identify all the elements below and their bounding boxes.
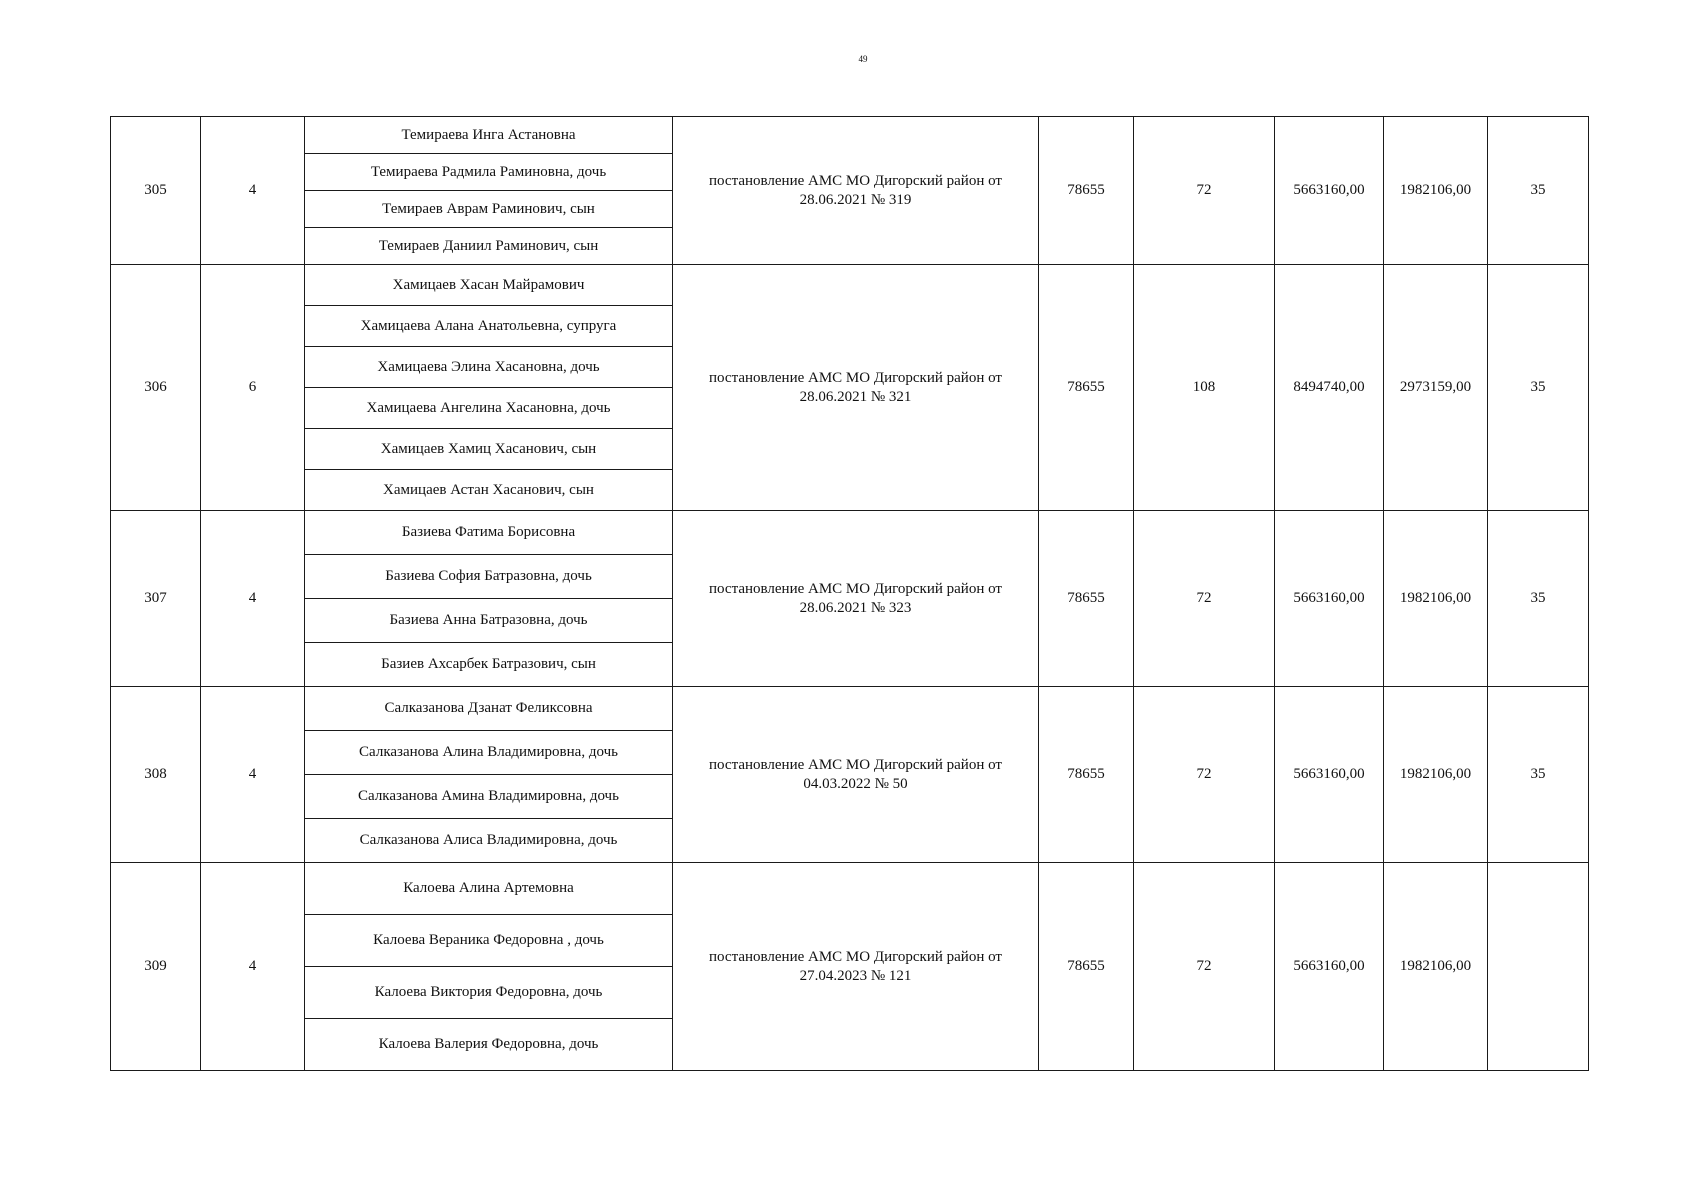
row-number: 305 (111, 117, 201, 265)
family-member: Темираев Аврам Раминович, сын (305, 191, 673, 228)
family-member: Хамицаева Ангелина Хасановна, дочь (305, 388, 673, 429)
decree: постановление АМС МО Дигорский район от 04.03.2022 № 50 (673, 687, 1039, 863)
norm-cost: 78655 (1039, 687, 1134, 863)
registry-body (111, 117, 1589, 1071)
table-row (111, 117, 1589, 154)
family-member: Калоева Алина Артемовна (305, 863, 673, 915)
subsidy: 2973159,00 (1384, 265, 1488, 511)
decree: постановление АМС МО Дигорский район от 28.06.2021 № 321 (673, 265, 1039, 511)
total-cost: 5663160,00 (1275, 511, 1384, 687)
family-member: Калоева Валерия Федоровна, дочь (305, 1019, 673, 1071)
family-member: Темираева Инга Астановна (305, 117, 673, 154)
family-member: Базиева Анна Батразовна, дочь (305, 599, 673, 643)
percent: 35 (1488, 511, 1589, 687)
family-member: Хамицаев Хамиц Хасанович, сын (305, 429, 673, 470)
family-size: 4 (201, 687, 305, 863)
percent: 35 (1488, 265, 1589, 511)
norm-cost: 78655 (1039, 863, 1134, 1071)
percent (1488, 863, 1589, 1071)
subsidy: 1982106,00 (1384, 511, 1488, 687)
registry-table (110, 116, 1589, 1071)
decree: постановление АМС МО Дигорский район от 27.04.2023 № 121 (673, 863, 1039, 1071)
table-row (111, 863, 1589, 915)
family-size: 4 (201, 117, 305, 265)
family-member: Салказанова Алина Владимировна, дочь (305, 731, 673, 775)
total-cost: 5663160,00 (1275, 117, 1384, 265)
row-number: 308 (111, 687, 201, 863)
family-size: 4 (201, 511, 305, 687)
family-member: Темираева Радмила Раминовна, дочь (305, 154, 673, 191)
row-number: 306 (111, 265, 201, 511)
total-cost: 5663160,00 (1275, 687, 1384, 863)
row-number: 309 (111, 863, 201, 1071)
family-member: Хамицаев Астан Хасанович, сын (305, 470, 673, 511)
family-member: Калоева Вераника Федоровна , дочь (305, 915, 673, 967)
family-size: 4 (201, 863, 305, 1071)
table-row (111, 265, 1589, 306)
decree: постановление АМС МО Дигорский район от 28.06.2021 № 323 (673, 511, 1039, 687)
area: 72 (1134, 117, 1275, 265)
norm-cost: 78655 (1039, 265, 1134, 511)
decree: постановление АМС МО Дигорский район от 28.06.2021 № 319 (673, 117, 1039, 265)
area: 72 (1134, 511, 1275, 687)
area: 108 (1134, 265, 1275, 511)
table-row (111, 687, 1589, 731)
subsidy: 1982106,00 (1384, 117, 1488, 265)
percent: 35 (1488, 687, 1589, 863)
subsidy: 1982106,00 (1384, 863, 1488, 1071)
family-member: Темираев Даниил Раминович, сын (305, 228, 673, 265)
family-member: Салказанова Алиса Владимировна, дочь (305, 819, 673, 863)
area: 72 (1134, 863, 1275, 1071)
norm-cost: 78655 (1039, 511, 1134, 687)
family-member: Калоева Виктория Федоровна, дочь (305, 967, 673, 1019)
subsidy: 1982106,00 (1384, 687, 1488, 863)
area: 72 (1134, 687, 1275, 863)
page-number: 49 (858, 54, 868, 64)
family-member: Салказанова Дзанат Феликсовна (305, 687, 673, 731)
total-cost: 5663160,00 (1275, 863, 1384, 1071)
family-member: Базиева Фатима Борисовна (305, 511, 673, 555)
total-cost: 8494740,00 (1275, 265, 1384, 511)
family-size: 6 (201, 265, 305, 511)
norm-cost: 78655 (1039, 117, 1134, 265)
row-number: 307 (111, 511, 201, 687)
family-member: Базиева София Батразовна, дочь (305, 555, 673, 599)
family-member: Хамицаева Алана Анатольевна, супруга (305, 306, 673, 347)
percent: 35 (1488, 117, 1589, 265)
family-member: Хамицаева Элина Хасановна, дочь (305, 347, 673, 388)
family-member: Хамицаев Хасан Майрамович (305, 265, 673, 306)
family-member: Базиев Ахсарбек Батразович, сын (305, 643, 673, 687)
table-row (111, 511, 1589, 555)
family-member: Салказанова Амина Владимировна, дочь (305, 775, 673, 819)
